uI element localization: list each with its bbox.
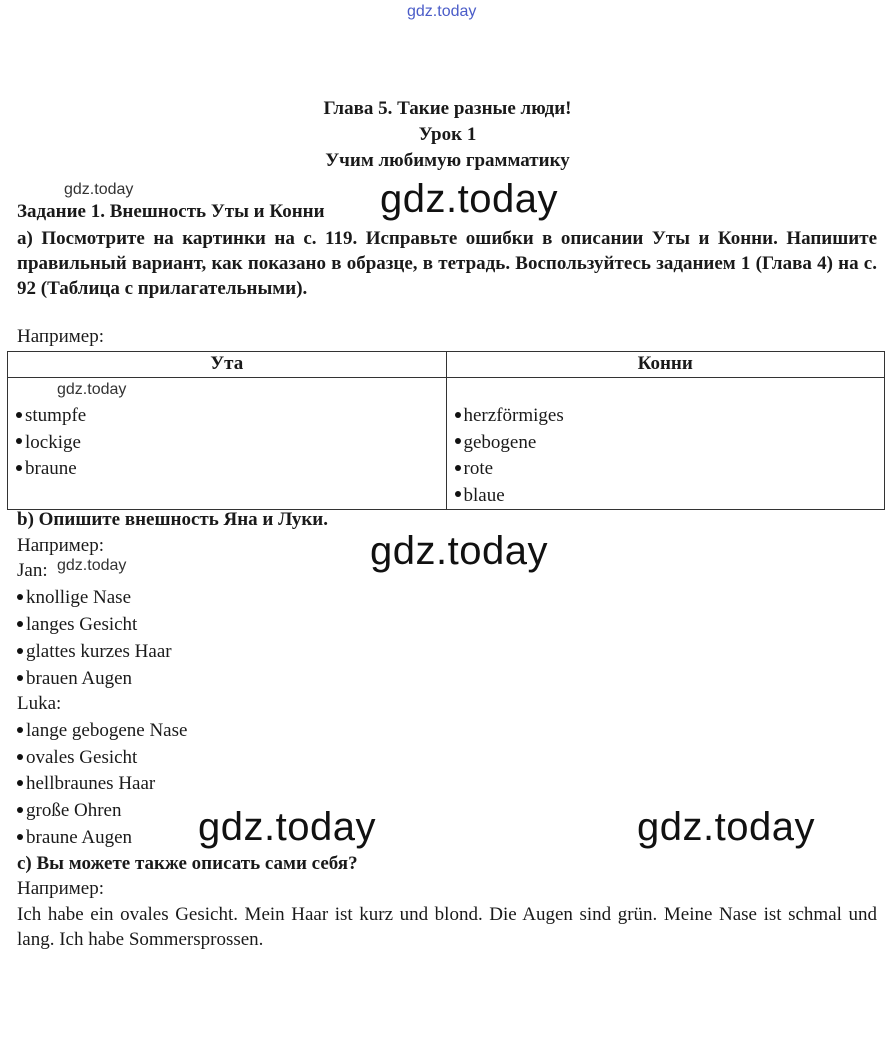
watermark-large-4: gdz.today [637, 805, 815, 849]
bullet-icon [16, 438, 22, 444]
task-part-a: a) Посмотрите на картинки на с. 119. Исправьте ошибки в описании Уты и Конни. Напишите правильный вариант, как показано в образце, в тетрадь. Воспользуйтесь заданием 1 (Глава 4) на с. 92 (Таблица с прилагательными). [17, 228, 877, 299]
jan-label: Jan: [17, 560, 48, 581]
answer-c-text: Ich habe ein ovales Gesicht. Mein Haar ist kurz und blond. Die Augen sind grün. Meine Nase ist schmal und lang. Ich habe Sommersprossen. [17, 904, 877, 950]
list-item: stumpfe [16, 403, 446, 430]
task-part-b: b) Опишите внешность Яна и Луки. [17, 509, 328, 530]
watermark-small-3: gdz.today [57, 557, 127, 574]
bullet-icon [17, 621, 23, 627]
list-item: braune Augen [17, 827, 132, 849]
list-item: braune [16, 456, 446, 483]
list-item: rote [455, 456, 885, 483]
example-label-c: Например: [17, 878, 104, 899]
list-item: knollige Nase [17, 587, 131, 609]
list-item: gebogene [455, 430, 885, 457]
bullet-icon [17, 594, 23, 600]
list-item: herzförmiges [455, 403, 885, 430]
bullet-icon [17, 780, 23, 786]
example-label-a: Например: [17, 326, 104, 347]
list-item: langes Gesicht [17, 614, 137, 636]
task-title: Задание 1. Внешность Уты и Конни [17, 201, 325, 222]
bullet-icon [16, 465, 22, 471]
watermark-top: gdz.today [407, 3, 477, 20]
answer-table [7, 351, 885, 510]
task-part-c: c) Вы можете также описать сами себя? [17, 853, 358, 874]
list-item: hellbraunes Haar [17, 773, 155, 795]
bullet-icon [16, 412, 22, 418]
luka-label: Luka: [17, 693, 62, 714]
bullet-icon [455, 465, 461, 471]
lesson-title: Урок 1 [418, 124, 477, 145]
bullet-icon [17, 754, 23, 760]
list-item: ovales Gesicht [17, 747, 137, 769]
watermark-large-1: gdz.today [380, 177, 558, 221]
bullet-icon [17, 675, 23, 681]
bullet-icon [455, 412, 461, 418]
bullet-icon [17, 727, 23, 733]
list-item: glattes kurzes Haar [17, 641, 172, 663]
bullet-icon [17, 834, 23, 840]
example-label-b: Например: [17, 535, 104, 556]
list-item: große Ohren [17, 800, 122, 822]
table-col-uta [8, 378, 447, 510]
watermark-large-2: gdz.today [370, 529, 548, 573]
watermark-large-3: gdz.today [198, 805, 376, 849]
bullet-icon [17, 807, 23, 813]
list-item: lockige [16, 430, 446, 457]
bullet-icon [455, 438, 461, 444]
watermark-small-1: gdz.today [64, 181, 134, 198]
list-item: lange gebogene Nase [17, 720, 187, 742]
bullet-icon [17, 648, 23, 654]
lesson-subtitle: Учим любимую грамматику [325, 150, 570, 171]
table-header-konni: Конни [446, 352, 885, 378]
list-item: blaue [455, 483, 885, 510]
table-col-konni [446, 378, 885, 510]
chapter-title: Глава 5. Такие разные люди! [323, 98, 572, 119]
table-header-uta: Ута [8, 352, 447, 378]
watermark-small-2: gdz.today [57, 381, 127, 398]
bullet-icon [455, 491, 461, 497]
list-item: brauen Augen [17, 668, 132, 690]
